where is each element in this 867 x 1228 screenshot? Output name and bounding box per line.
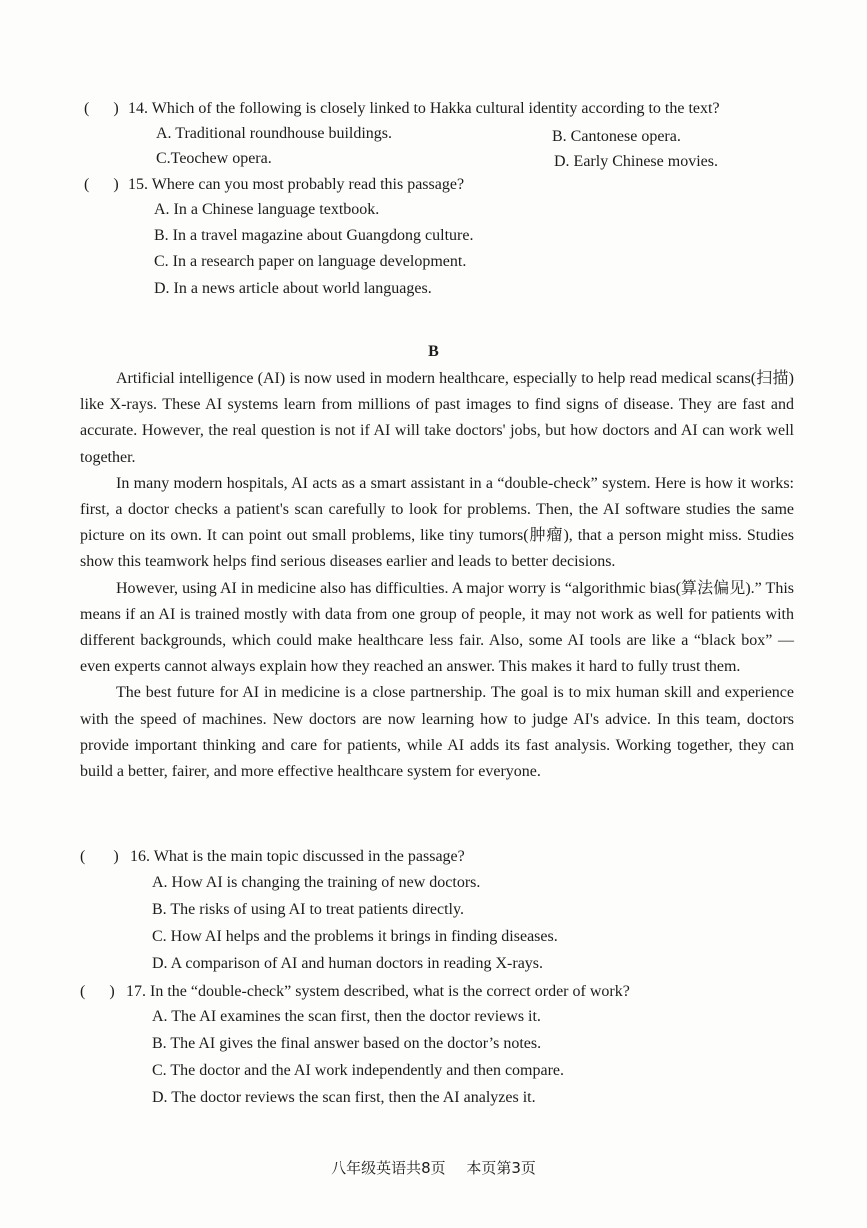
question-stem: Where can you most probably read this passage? (151, 176, 465, 193)
current-page: 本页第3页 (466, 1159, 536, 1177)
question-number: 17 (126, 983, 142, 1000)
option-a[interactable]: A. In a Chinese language textbook. (154, 201, 380, 218)
option-a[interactable]: A. Traditional roundhouse buildings. (156, 125, 393, 142)
section-title: B (428, 343, 439, 360)
question-number: 15 (128, 176, 144, 193)
option-c[interactable]: C.Teochew opera. (156, 150, 272, 167)
question-stem: Which of the following is closely linked to Hakka cultural identity according to the text? (151, 100, 720, 117)
question-number: 16 (130, 848, 146, 865)
option-c[interactable]: C. In a research paper on language development. (154, 253, 467, 270)
answer-blank[interactable]: ( ) (80, 848, 119, 865)
total-pages: 八年级英语共8页 (331, 1159, 446, 1177)
option-c[interactable]: C. How AI helps and the problems it brings in finding diseases. (152, 928, 558, 945)
question-17: ( ) 17. In the “double-check” system described, what is the correct order of work? (80, 983, 630, 1000)
option-b[interactable]: B. In a travel magazine about Guangdong culture. (154, 227, 474, 244)
question-stem: What is the main topic discussed in the passage? (153, 848, 465, 865)
passage-paragraph: The best future for AI in medicine is a close partnership. The goal is to mix human skill and experience with the speed of machines. New doctors are now learning how to judge AI's advice. In this team, doctors provide important thinking and care for patients, while AI adds its fast analysis. Working together, they can build a better, fairer, and more effective healthcare system for everyone. (80, 684, 794, 781)
option-b[interactable]: B. The risks of using AI to treat patients directly. (152, 901, 464, 918)
option-d[interactable]: D. In a news article about world languages. (154, 280, 432, 297)
option-d[interactable]: D. Early Chinese movies. (554, 153, 718, 170)
option-b[interactable]: B. The AI gives the final answer based on the doctor’s notes. (152, 1035, 542, 1052)
option-a[interactable]: A. The AI examines the scan first, then the doctor reviews it. (152, 1008, 541, 1025)
passage-paragraph: However, using AI in medicine also has difficulties. A major worry is “algorithmic bias(算法偏见).” This means if an AI is trained mostly with data from one group of people, it may not work as well for patients with different backgrounds, which could make healthcare less fair. Also, some AI tools are like a “black box” — even experts cannot always explain how they reached an answer. This makes it hard to fully trust them. (80, 579, 794, 676)
reading-passage (80, 366, 794, 785)
option-a[interactable]: A. How AI is changing the training of new doctors. (152, 874, 481, 891)
question-14: ( ) 14. Which of the following is closely linked to Hakka cultural identity according to the text? (84, 100, 720, 117)
answer-blank[interactable]: ( ) (84, 100, 119, 117)
passage-paragraph: In many modern hospitals, AI acts as a smart assistant in a “double-check” system. Here is how it works: first, a doctor checks a patient's scan carefully to look for problems. Then, the AI software studies the same picture on its own. It can point out small problems, like tiny tumors(肿瘤), that a person might miss. Studies show this teamwork helps find serious diseases earlier and leads to better decisions. (80, 474, 794, 571)
option-d[interactable]: D. A comparison of AI and human doctors in reading X-rays. (152, 955, 544, 972)
question-stem: In the “double-check” system described, what is the correct order of work? (150, 983, 630, 1000)
answer-blank[interactable]: ( ) (80, 983, 115, 1000)
page-footer (0, 1157, 867, 1178)
question-15: ( ) 15. Where can you most probably read this passage? (84, 176, 465, 193)
passage-paragraph: Artificial intelligence (AI) is now used in modern healthcare, especially to help read medical scans(扫描) like X-rays. These AI systems learn from millions of past images to find signs of disease. They are fast and accurate. However, the real question is not if AI will take doctors' jobs, but how doctors and AI can work well together. (80, 370, 794, 466)
question-16: ( ) 16. What is the main topic discussed in the passage? (80, 848, 465, 865)
option-d[interactable]: D. The doctor reviews the scan first, then the AI analyzes it. (152, 1089, 536, 1106)
option-b[interactable]: B. Cantonese opera. (552, 128, 681, 145)
answer-blank[interactable]: ( ) (84, 176, 119, 193)
question-number: 14 (128, 100, 144, 117)
option-c[interactable]: C. The doctor and the AI work independently and then compare. (152, 1062, 565, 1079)
